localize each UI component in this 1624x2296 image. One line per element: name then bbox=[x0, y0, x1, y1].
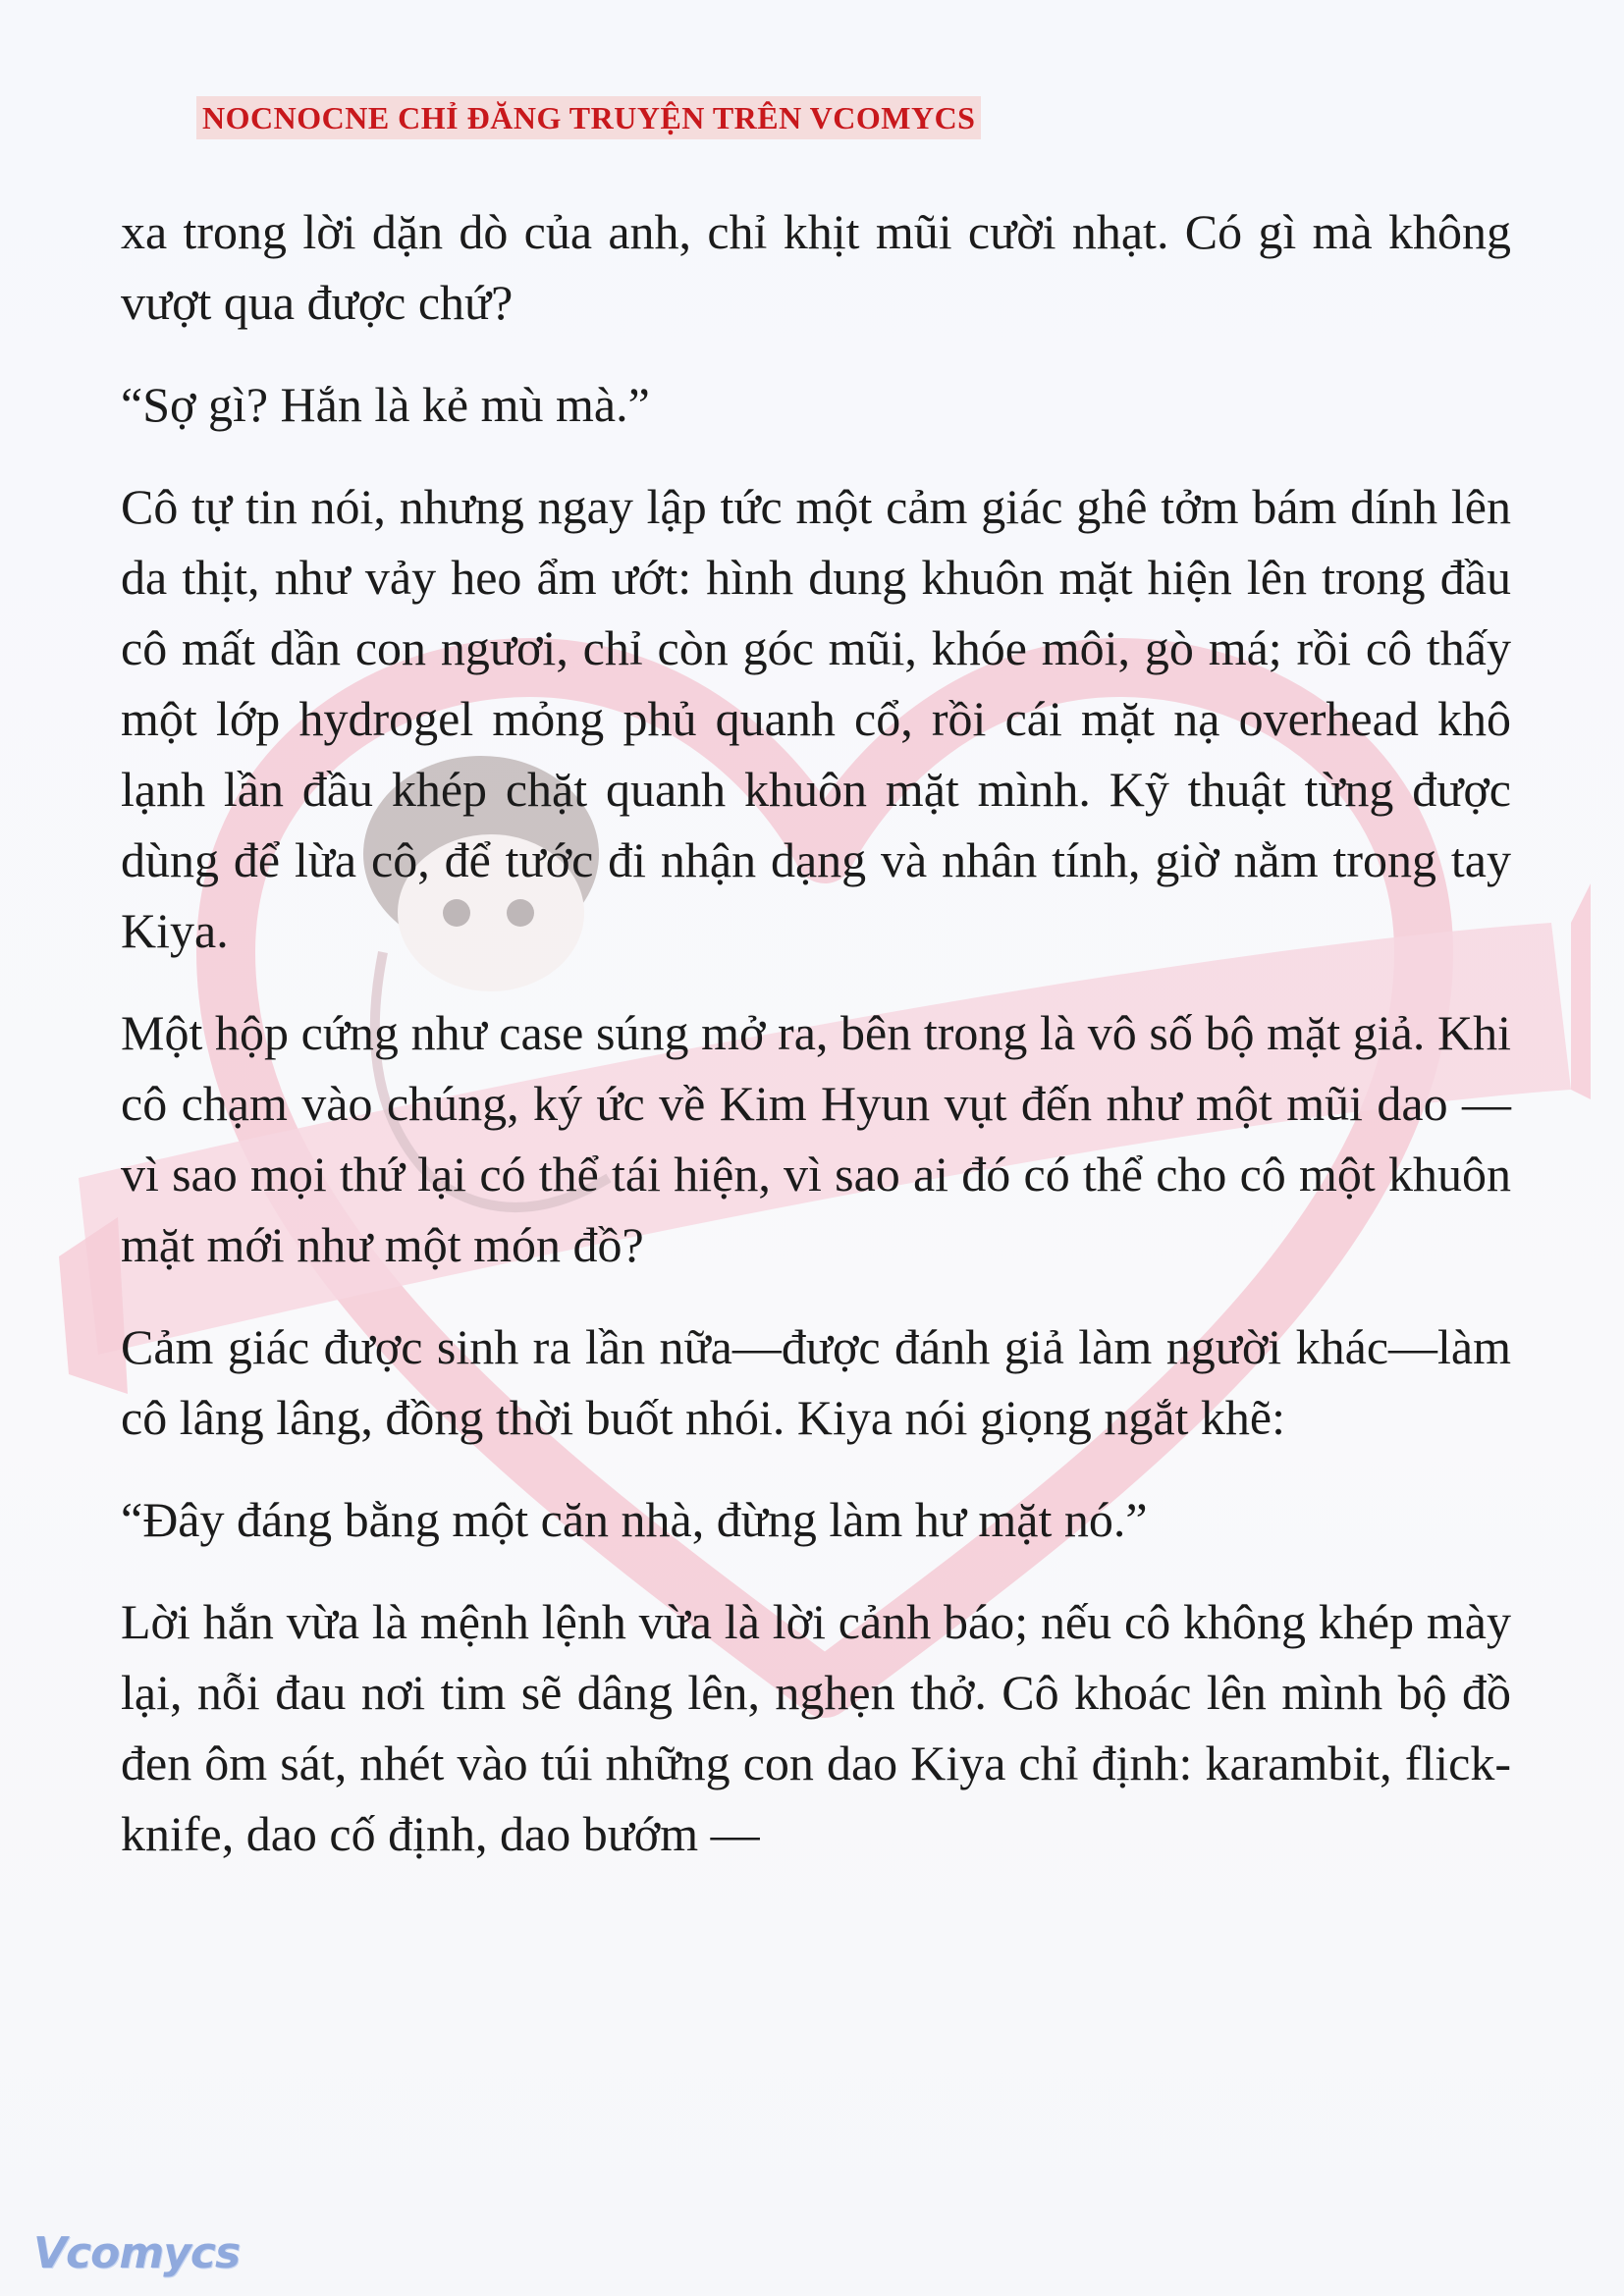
header-banner bbox=[196, 96, 981, 139]
paragraph-7: Lời hắn vừa là mệnh lệnh vừa là lời cảnh báo; nếu cô không khép mày lại, nỗi đau nơi tim sẽ dâng lên, nghẹn thở. Cô khoác lên mình bộ đồ đen ôm sát, nhét vào túi những con dao Kiya chỉ định: karambit, flick-knife, dao cố định, dao bướm — bbox=[121, 1594, 1511, 1861]
header-banner-text: NOCNOCNE CHỈ ĐĂNG TRUYỆN TRÊN VCOMYCS bbox=[202, 100, 976, 135]
paragraph-1: xa trong lời dặn dò của anh, chỉ khịt mũi cười nhạt. Có gì mà không vượt qua được chứ? bbox=[121, 204, 1511, 330]
paragraph-3: Cô tự tin nói, nhưng ngay lập tức một cảm giác ghê tởm bám dính lên da thịt, như vảy heo ẩm ướt: hình dung khuôn mặt hiện lên trong đầu cô mất dần con ngươi, chỉ còn góc mũi, khóe môi, gò má; rồi cô thấy một lớp hydrogel mỏng phủ quanh cổ, rồi cái mặt nạ overhead khô lạnh lần đầu khép chặt quanh khuôn mặt mình. Kỹ thuật từng được dùng để lừa cô, để tước đi nhận dạng và nhân tính, giờ nằm trong tay Kiya. bbox=[121, 479, 1511, 958]
vcomycs-logo: Vcomycs bbox=[33, 2228, 241, 2278]
paragraph-2-dialogue: “Sợ gì? Hắn là kẻ mù mà.” bbox=[121, 377, 650, 432]
paragraph-6-dialogue: “Đây đáng bằng một căn nhà, đừng làm hư mặt nó.” bbox=[121, 1492, 1148, 1547]
story-text bbox=[121, 196, 1511, 1900]
paragraph-4: Một hộp cứng như case súng mở ra, bên trong là vô số bộ mặt giả. Khi cô chạm vào chúng, ký ức về Kim Hyun vụt đến như một mũi dao — vì sao mọi thứ lại có thể tái hiện, vì sao ai đó có thể cho cô một khuôn mặt mới như một món đồ? bbox=[121, 1005, 1511, 1272]
paragraph-5: Cảm giác được sinh ra lần nữa—được đánh giả làm người khác—làm cô lâng lâng, đồng thời buốt nhói. Kiya nói giọng ngắt khẽ: bbox=[121, 1319, 1511, 1445]
